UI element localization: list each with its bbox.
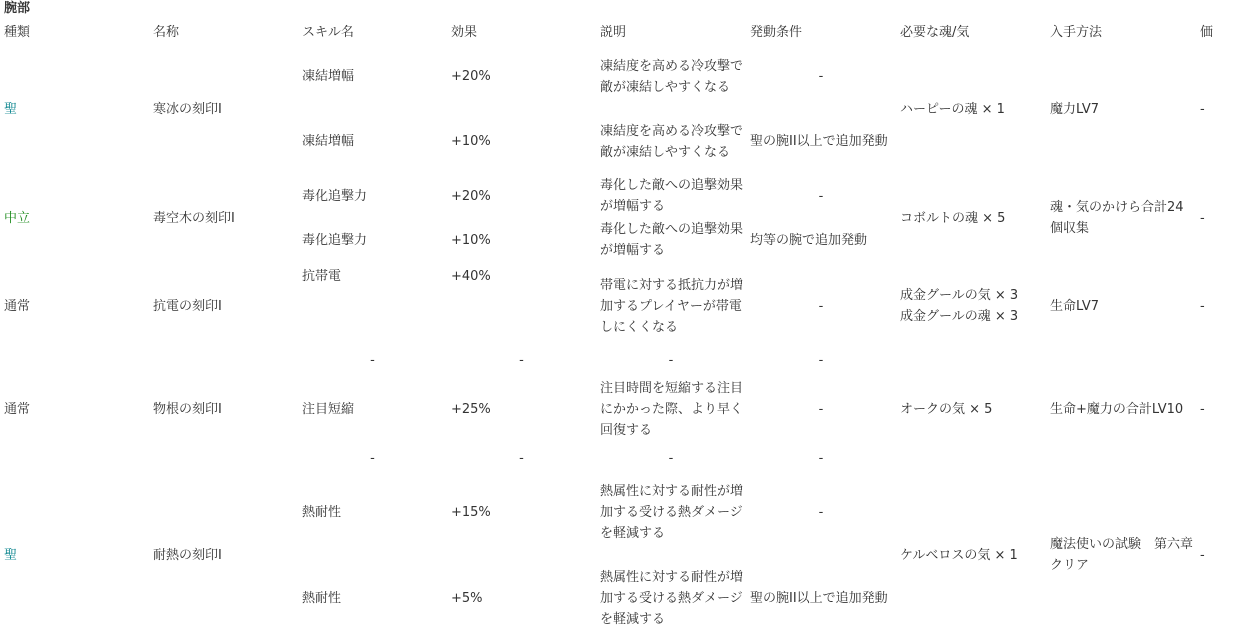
table-row xyxy=(0,174,1260,218)
cond-cell: - xyxy=(818,402,824,417)
header-cell: 効果 xyxy=(451,24,478,40)
type-cell: 聖 xyxy=(4,547,18,563)
desc-cell: 注目時間を短縮する注目にかかった際、より早く回復する xyxy=(600,381,744,438)
dash-cell: - xyxy=(668,451,674,466)
skill-cell: 凍結増幅 xyxy=(302,134,355,149)
obtain-cell: 魂・気のかけら合計24個収集 xyxy=(1050,200,1184,236)
dash-cell: - xyxy=(370,353,375,368)
dash-cell: - xyxy=(370,451,375,466)
dash-cell: - xyxy=(668,353,674,368)
dash-cell: - xyxy=(818,451,824,466)
desc-cell: 凍結度を高める冷攻撃で敵が凍結しやすくなる xyxy=(600,123,744,160)
cond-cell: - xyxy=(818,298,824,314)
skill-cell: 凍結増幅 xyxy=(302,69,355,84)
table-row xyxy=(0,371,1260,448)
effect-cell: +20% xyxy=(451,69,491,84)
table-row xyxy=(0,262,1260,350)
type-cell: 通常 xyxy=(4,402,31,417)
header-row xyxy=(0,20,1260,44)
soul-cell xyxy=(896,262,1046,350)
cond-cell: 均等の腕で追加発動 xyxy=(750,232,868,248)
extra-cell: - xyxy=(1200,101,1205,117)
effect-cell: +25% xyxy=(451,402,491,417)
skill-cell: 抗帯電 xyxy=(302,269,342,284)
cond-cell: - xyxy=(818,69,824,84)
extra-cell: - xyxy=(1200,298,1205,314)
cond-cell: - xyxy=(818,504,824,520)
table-row xyxy=(0,469,1260,555)
name-cell: 耐熱の刻印I xyxy=(153,547,222,563)
header-cell: 名称 xyxy=(153,24,180,40)
desc-cell: 帯電に対する抵抗力が増加するプレイヤーが帯電しにくくなる xyxy=(600,277,744,335)
header-cell: 説明 xyxy=(600,24,627,40)
header-cell: スキル名 xyxy=(302,24,354,40)
desc-cell: 毒化した敵への追撃効果が増幅する xyxy=(600,222,744,258)
cond-cell: 聖の腕II以上で追加発動 xyxy=(750,134,888,149)
type-cell: 通常 xyxy=(4,298,31,314)
name-cell: 寒冰の刻印I xyxy=(153,101,222,117)
desc-cell: 熱属性に対する耐性が増加する受ける熱ダメージを軽減する xyxy=(600,569,744,627)
effect-cell: +10% xyxy=(451,232,491,248)
soul-cell: オークの気 × 5 xyxy=(900,402,993,417)
skill-cell: 熱耐性 xyxy=(302,504,342,520)
obtain-cell: 生命+魔力の合計LV10 xyxy=(1050,402,1184,417)
obtain-cell: 生命LV7 xyxy=(1050,298,1099,314)
soul-line: 成金グールの気 × 3 xyxy=(900,288,1019,303)
obtain-cell: 魔力LV7 xyxy=(1050,101,1099,117)
extra-cell: - xyxy=(1200,210,1205,226)
skill-cell: 毒化追撃力 xyxy=(302,232,368,248)
skill-cell: 注目短縮 xyxy=(302,402,355,417)
skill-cell: 毒化追撃力 xyxy=(302,188,368,204)
desc-cell: 熱属性に対する耐性が増加する受ける熱ダメージを軽減する xyxy=(600,483,744,541)
name-cell: 抗電の刻印I xyxy=(153,298,222,314)
header-cell: 必要な魂/気 xyxy=(900,24,970,40)
desc-cell: 凍結度を高める冷攻撃で敵が凍結しやすくなる xyxy=(600,58,744,95)
effect-cell: +5% xyxy=(451,590,483,606)
soul-line: 成金グールの魂 × 3 xyxy=(900,309,1019,324)
dash-cell: - xyxy=(519,353,524,368)
cond-cell: - xyxy=(818,188,824,204)
header-cell: 種類 xyxy=(4,24,31,40)
effect-cell: +20% xyxy=(451,188,491,204)
header-cell: 入手方法 xyxy=(1050,24,1103,40)
header-cell: 価 xyxy=(1200,24,1214,40)
effect-cell: +10% xyxy=(451,134,491,149)
skill-table xyxy=(0,20,1260,641)
cond-cell: 聖の腕II以上で追加発動 xyxy=(750,590,888,606)
extra-cell: - xyxy=(1200,402,1205,417)
table-row xyxy=(0,350,1260,371)
effect-cell: +40% xyxy=(451,269,491,284)
extra-cell: - xyxy=(1200,547,1205,563)
skill-cell: 熱耐性 xyxy=(302,590,342,606)
obtain-cell: 魔法使いの試験 第六章クリア xyxy=(1050,537,1194,573)
name-cell: 物根の刻印I xyxy=(153,402,222,417)
soul-cell: コボルトの魂 × 5 xyxy=(900,210,1006,226)
desc-cell: 毒化した敵への追撃効果が増幅する xyxy=(600,178,744,214)
soul-cell: ケルベロスの気 × 1 xyxy=(900,547,1018,563)
skill-table-wrap xyxy=(0,20,1214,641)
effect-cell: +15% xyxy=(451,504,491,520)
name-cell: 毒空木の刻印I xyxy=(153,210,235,226)
soul-cell: ハーピーの魂 × 1 xyxy=(900,101,1005,117)
type-cell: 中立 xyxy=(4,210,31,226)
dash-cell: - xyxy=(818,353,824,368)
section-title: 腕部 xyxy=(4,1,31,16)
table-row xyxy=(0,448,1260,469)
header-cell: 発動条件 xyxy=(750,24,803,40)
type-cell: 聖 xyxy=(4,101,18,117)
dash-cell: - xyxy=(519,451,524,466)
table-row xyxy=(0,44,1260,109)
